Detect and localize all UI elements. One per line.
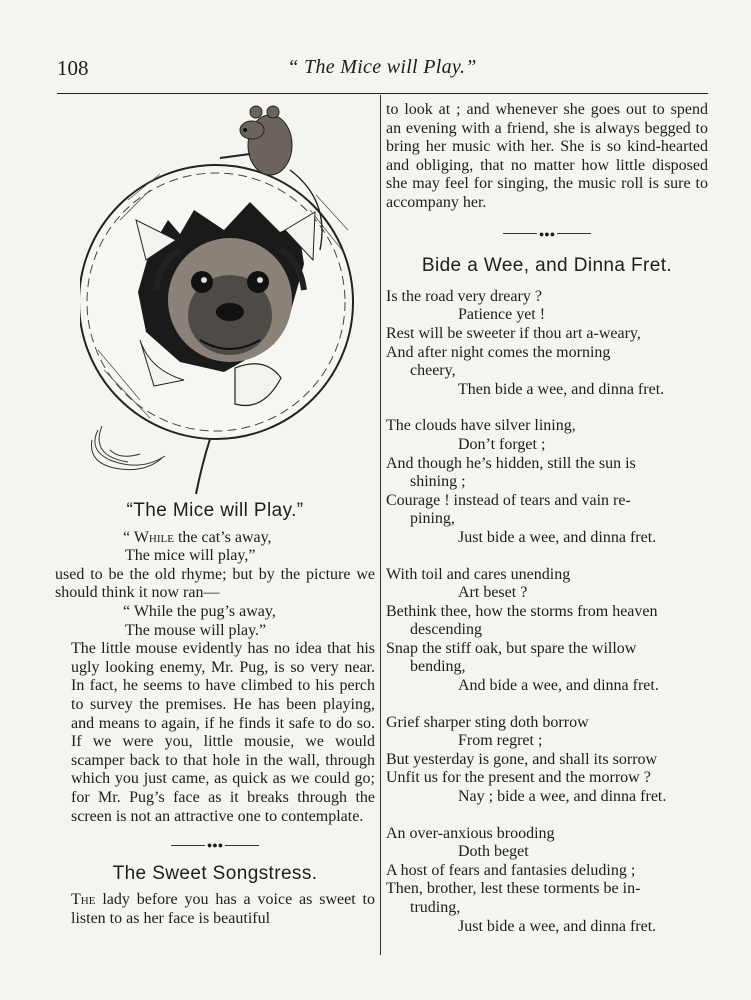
poem-line: And after night comes the morning xyxy=(386,343,611,361)
poem-line: Snap the stiff oak, but spare the willow xyxy=(386,639,637,657)
poem-line: The clouds have silver lining, xyxy=(386,417,576,435)
poem-stanza xyxy=(386,825,708,937)
poem-line: Then, brother, lest these torments be in- xyxy=(386,880,641,898)
poem-stanza xyxy=(386,566,708,696)
rhyme-line: The mice will play,” xyxy=(125,547,256,565)
poem-line: Rest will be sweeter if thou art a-weary, xyxy=(386,324,641,342)
poem-line: Patience yet ! xyxy=(458,306,546,324)
poem-line: Just bide a wee, and dinna fret. xyxy=(458,917,657,935)
poem-line: Is the road very dreary ? xyxy=(386,287,542,305)
poem-line: And though he’s hidden, still the sun is xyxy=(386,454,636,472)
poem-stanza xyxy=(386,714,708,807)
poem-line: truding, xyxy=(410,899,461,916)
poem-line: Doth beget xyxy=(458,843,529,861)
poem-line: An over-anxious brooding xyxy=(386,824,555,842)
poem-line: pining, xyxy=(410,510,455,528)
paragraph: The little mouse evidently has no idea that his ugly looking enemy, Mr. Pug, is so very near. In fact, he seems to have climbed to his perch to survey the premises. He has been playing, and means to again, if he finds it safe to do so. If we were you, little mousie, we would scamper back to that hole in the wall, through which you just came, as quick as we could go; for Mr. Pug’s face as it breaks through the screen is not an attractive one to contemplate. xyxy=(71,640,375,825)
poem-line: cheery, xyxy=(410,362,456,380)
poem-line: Courage ! instead of tears and vain re- xyxy=(386,491,631,509)
poem-line: Then bide a wee, and dinna fret. xyxy=(458,380,665,398)
poem-line: Unfit us for the present and the morrow ? xyxy=(386,769,651,787)
section-ornament: ●●● xyxy=(386,225,708,244)
rhyme-line: “ While the cat’s away, xyxy=(123,528,272,546)
poem-stanza xyxy=(386,417,708,547)
poem-line: Art beset ? xyxy=(458,584,528,602)
section-ornament: ●●● xyxy=(55,836,375,855)
poem-line: A host of fears and fantasies deluding ; xyxy=(386,861,636,879)
rhyme-line: The mouse will play.” xyxy=(125,621,267,639)
column-divider xyxy=(380,95,381,955)
paragraph: The lady before you has a voice as sweet to listen to as her face is beautiful xyxy=(71,891,375,927)
paragraph: used to be the old rhyme; but by the picture we should think it now ran— xyxy=(55,565,375,602)
right-column xyxy=(386,101,708,936)
running-title: “ The Mice will Play.” xyxy=(287,56,477,78)
article-title-songstress: The Sweet Songstress. xyxy=(112,862,318,884)
header-rule xyxy=(57,93,708,94)
poem-line: Grief sharper sting doth borrow xyxy=(386,713,589,731)
poem-line: With toil and cares unending xyxy=(386,565,571,583)
poem-line: Just bide a wee, and dinna fret. xyxy=(458,528,657,546)
poem-line: Bethink thee, how the storms from heaven xyxy=(386,602,658,620)
poem-stanza xyxy=(386,288,708,400)
pug-mouse-illustration xyxy=(80,100,370,500)
poem-line: But yesterday is gone, and shall its sorrow xyxy=(386,750,658,768)
page-number: 108 xyxy=(57,56,89,80)
poem-line: Don’t forget ; xyxy=(458,435,546,453)
paragraph: to look at ; and whenever she goes out to spend an evening with a friend, she is always begged to bring her music with her. She is so kind-hearted and obliging, that no matter how little disposed she may feel for singing, the music roll is sure to accompany her. xyxy=(386,101,708,211)
article-title-mice: “The Mice will Play.” xyxy=(126,500,304,521)
decorative-swirl xyxy=(91,426,165,470)
poem-line: shining ; xyxy=(410,473,466,491)
poem-line: From regret ; xyxy=(458,732,543,750)
poem-line: And bide a wee, and dinna fret. xyxy=(458,677,659,695)
left-column xyxy=(55,496,375,929)
poem-title: Bide a Wee, and Dinna Fret. xyxy=(421,255,673,277)
screen-stand xyxy=(196,439,210,494)
rhyme-line: “ While the pug’s away, xyxy=(123,602,276,620)
poem-line: descending xyxy=(410,621,482,639)
poem-line: bending, xyxy=(410,658,466,676)
poem-line: Nay ; bide a wee, and dinna fret. xyxy=(458,788,667,806)
running-header xyxy=(0,56,751,86)
